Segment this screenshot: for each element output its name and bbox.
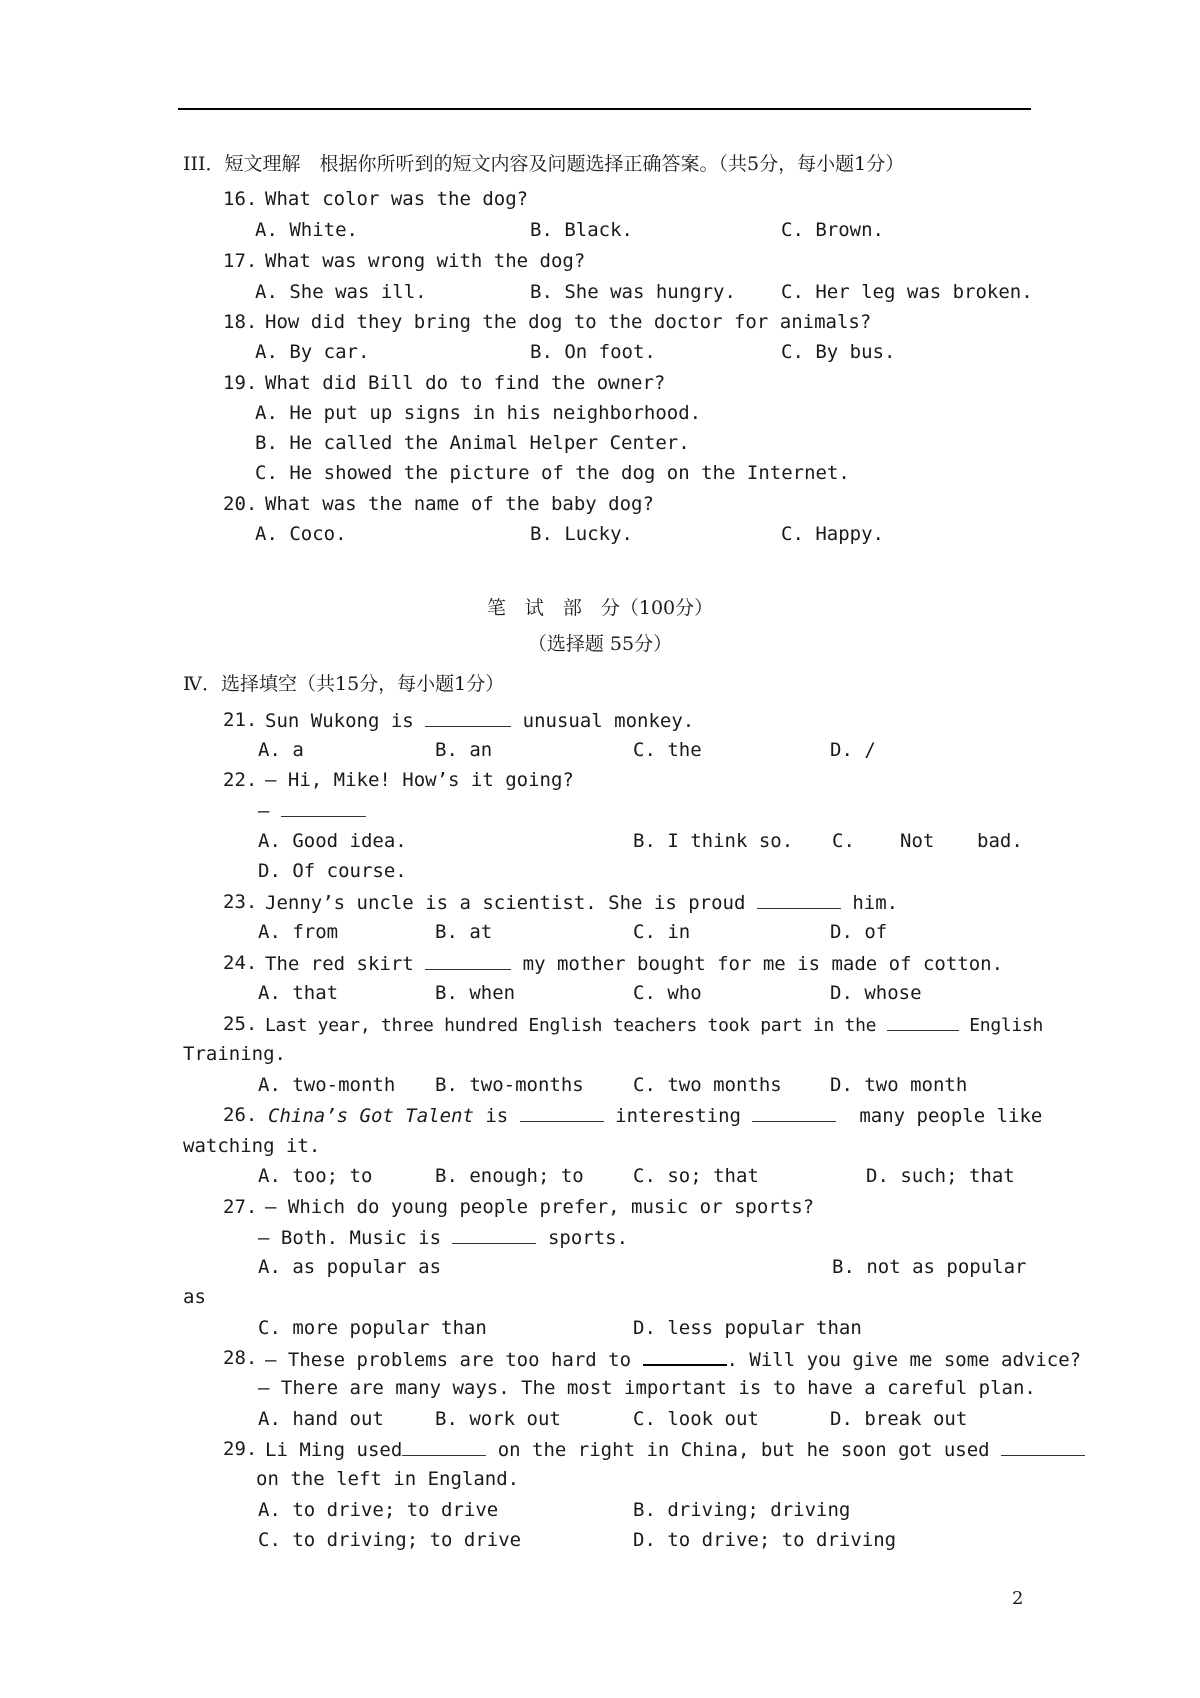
q26-option-a: A. too; to: [258, 1165, 373, 1187]
q16-number: 16.: [223, 188, 258, 210]
q25-option-d: D. two month: [830, 1074, 968, 1096]
q24-option-a: A. that: [258, 982, 339, 1004]
q25-blank: [887, 1012, 959, 1031]
q18-option-b: B. On foot.: [530, 341, 656, 363]
q22-option-c-letter: C.: [832, 830, 855, 852]
q23-blank: [757, 890, 841, 909]
q28-blank: [643, 1346, 727, 1366]
q29-line2: on the left in England.: [256, 1468, 520, 1490]
q19-option-c: C. He showed the picture of the dog on the Internet.: [255, 462, 850, 484]
q19-text: What did Bill do to find the owner?: [265, 372, 666, 394]
q17-text: What was wrong with the dog?: [265, 250, 586, 272]
q26-show-title: China’s Got Talent: [268, 1105, 474, 1127]
q28-option-a: A. hand out: [258, 1408, 384, 1430]
q29-blank-1: [402, 1437, 486, 1456]
q27-number: 27.: [223, 1196, 258, 1218]
q26-mid: interesting: [615, 1105, 741, 1127]
q25-stem-cont: Training.: [183, 1043, 286, 1065]
q29-blank-2: [1001, 1437, 1085, 1456]
q28-option-c: C. look out: [633, 1408, 759, 1430]
q20-option-c: C. Happy.: [781, 523, 884, 545]
q27-line1: — Which do young people prefer, music or sports?: [265, 1196, 815, 1218]
q28-stem-post: . Will you give me some advice?: [726, 1349, 1082, 1371]
q22-option-d: D. Of course.: [258, 860, 407, 882]
q20-option-b: B. Lucky.: [530, 523, 633, 545]
q27-option-c: C. more popular than: [258, 1317, 487, 1339]
q20-option-a: A. Coco.: [255, 523, 347, 545]
q26-stem-cont: watching it.: [183, 1135, 321, 1157]
q29-option-c: C. to driving; to drive: [258, 1529, 522, 1551]
q26-blank-2: [752, 1103, 836, 1122]
q26-stem: [268, 1103, 1042, 1128]
q24-option-d: D. whose: [830, 982, 922, 1004]
q22-option-a: A. Good idea.: [258, 830, 407, 852]
q27-line2: [258, 1225, 628, 1250]
q24-option-c: C. who: [633, 982, 702, 1004]
q16-option-a: A. White.: [255, 219, 358, 241]
q24-stem-pre: The red skirt: [265, 953, 414, 975]
q24-stem-post: my mother bought for me is made of cotton.: [522, 953, 1004, 975]
q23-option-a: A. from: [258, 921, 339, 943]
q29-option-a: A. to drive; to drive: [258, 1499, 499, 1521]
q26-number: 26.: [223, 1104, 258, 1126]
q21-option-c: C. the: [633, 739, 702, 761]
q20-text: What was the name of the baby dog?: [265, 493, 654, 515]
q18-option-a: A. By car.: [255, 341, 370, 363]
q29-option-b: B. driving; driving: [633, 1499, 851, 1521]
q21-stem: [265, 708, 694, 733]
q23-option-b: B. at: [435, 921, 493, 943]
q24-number: 24.: [223, 952, 258, 974]
written-subtitle: （选择题 55分）: [527, 633, 673, 655]
section3-title: III．短文理解 根据你所听到的短文内容及问题选择正确答案。（共5分，每小题1分）: [183, 153, 905, 175]
q29-stem-mid: on the right in China, but he soon got used: [497, 1439, 990, 1461]
q23-stem-post: him.: [852, 892, 899, 914]
q22-option-c-word2: bad.: [977, 830, 1023, 852]
q23-stem: [265, 890, 898, 915]
q18-text: How did they bring the dog to the doctor for animals?: [265, 311, 872, 333]
q22-line1: — Hi, Mike! How’s it going?: [265, 769, 574, 791]
q22-number: 22.: [223, 769, 258, 791]
q26-option-b: B. enough; to: [435, 1165, 584, 1187]
q19-option-b: B. He called the Animal Helper Center.: [255, 432, 690, 454]
q29-option-d: D. to drive; to driving: [633, 1529, 897, 1551]
q22-blank: [281, 798, 366, 817]
q17-option-b: B. She was hungry.: [530, 281, 736, 303]
q28-option-d: D. break out: [830, 1408, 968, 1430]
q22-option-c-word1: Not: [900, 830, 935, 852]
q23-option-d: D. of: [830, 921, 888, 943]
q24-blank: [425, 951, 511, 970]
q21-number: 21.: [223, 709, 258, 731]
q27-option-a: A. as popular as: [258, 1256, 442, 1278]
q26-is: is: [485, 1105, 509, 1127]
q16-option-b: B. Black.: [530, 219, 633, 241]
written-title: 笔 试 部 分（100分）: [486, 597, 714, 619]
q25-stem: [265, 1012, 1043, 1038]
q21-stem-pre: Sun Wukong is: [265, 710, 414, 732]
q17-number: 17.: [223, 250, 258, 272]
q18-option-c: C. By bus.: [781, 341, 896, 363]
q27-stem-post: sports.: [547, 1227, 629, 1249]
q28-number: 28.: [223, 1347, 258, 1369]
q23-stem-pre: Jenny’s uncle is a scientist. She is proud: [265, 892, 746, 914]
q24-option-b: B. when: [435, 982, 516, 1004]
q25-stem-pre: Last year, three hundred English teachers took part in the: [265, 1015, 877, 1036]
q27-stem-pre: — Both. Music is: [258, 1227, 442, 1249]
q26-post: many people like: [859, 1105, 1043, 1127]
q21-blank: [425, 708, 511, 727]
q28-line2: — There are many ways. The most important is to have a careful plan.: [258, 1377, 1036, 1399]
q19-option-a: A. He put up signs in his neighborhood.: [255, 402, 702, 424]
q19-number: 19.: [223, 372, 258, 394]
q22-dash: —: [258, 800, 270, 822]
q25-number: 25.: [223, 1013, 258, 1035]
q26-blank-1: [520, 1103, 604, 1122]
page-number: 2: [1012, 1588, 1024, 1609]
q29-number: 29.: [223, 1438, 258, 1460]
q23-option-c: C. in: [633, 921, 691, 943]
q25-option-c: C. two months: [633, 1074, 782, 1096]
q26-option-c: C. so; that: [633, 1165, 759, 1187]
header-rule: [178, 108, 1031, 110]
q21-option-d: D. /: [830, 739, 876, 761]
q23-number: 23.: [223, 891, 258, 913]
q29-line1: [265, 1437, 1085, 1462]
q25-option-b: B. two-months: [435, 1074, 584, 1096]
q21-option-a: A. a: [258, 739, 304, 761]
q22-option-b: B. I think so.: [633, 830, 794, 852]
q24-stem: [265, 951, 1003, 976]
q18-number: 18.: [223, 311, 258, 333]
q25-stem-post: English: [969, 1015, 1044, 1036]
q28-line1: [265, 1346, 1081, 1372]
q27-blank: [452, 1225, 536, 1244]
q17-option-a: A. She was ill.: [255, 281, 427, 303]
q21-option-b: B. an: [435, 739, 493, 761]
q22-line2: [258, 798, 366, 823]
q28-option-b: B. work out: [435, 1408, 561, 1430]
q21-stem-post: unusual monkey.: [522, 710, 695, 732]
q25-option-a: A. two-month: [258, 1074, 396, 1096]
q16-text: What color was the dog?: [265, 188, 529, 210]
q26-option-d: D. such; that: [866, 1165, 1015, 1187]
q27-option-b: B. not as popular: [832, 1256, 1027, 1278]
q16-option-c: C. Brown.: [781, 219, 884, 241]
q27-option-b-cont: as: [183, 1286, 206, 1308]
q17-option-c: C. Her leg was broken.: [781, 281, 1033, 303]
section4-title: Ⅳ．选择填空（共15分，每小题1分）: [183, 673, 505, 695]
q28-stem-pre: — These problems are too hard to: [265, 1349, 632, 1371]
q27-option-d: D. less popular than: [633, 1317, 862, 1339]
q20-number: 20.: [223, 493, 258, 515]
q29-stem-pre: Li Ming used: [265, 1439, 403, 1461]
